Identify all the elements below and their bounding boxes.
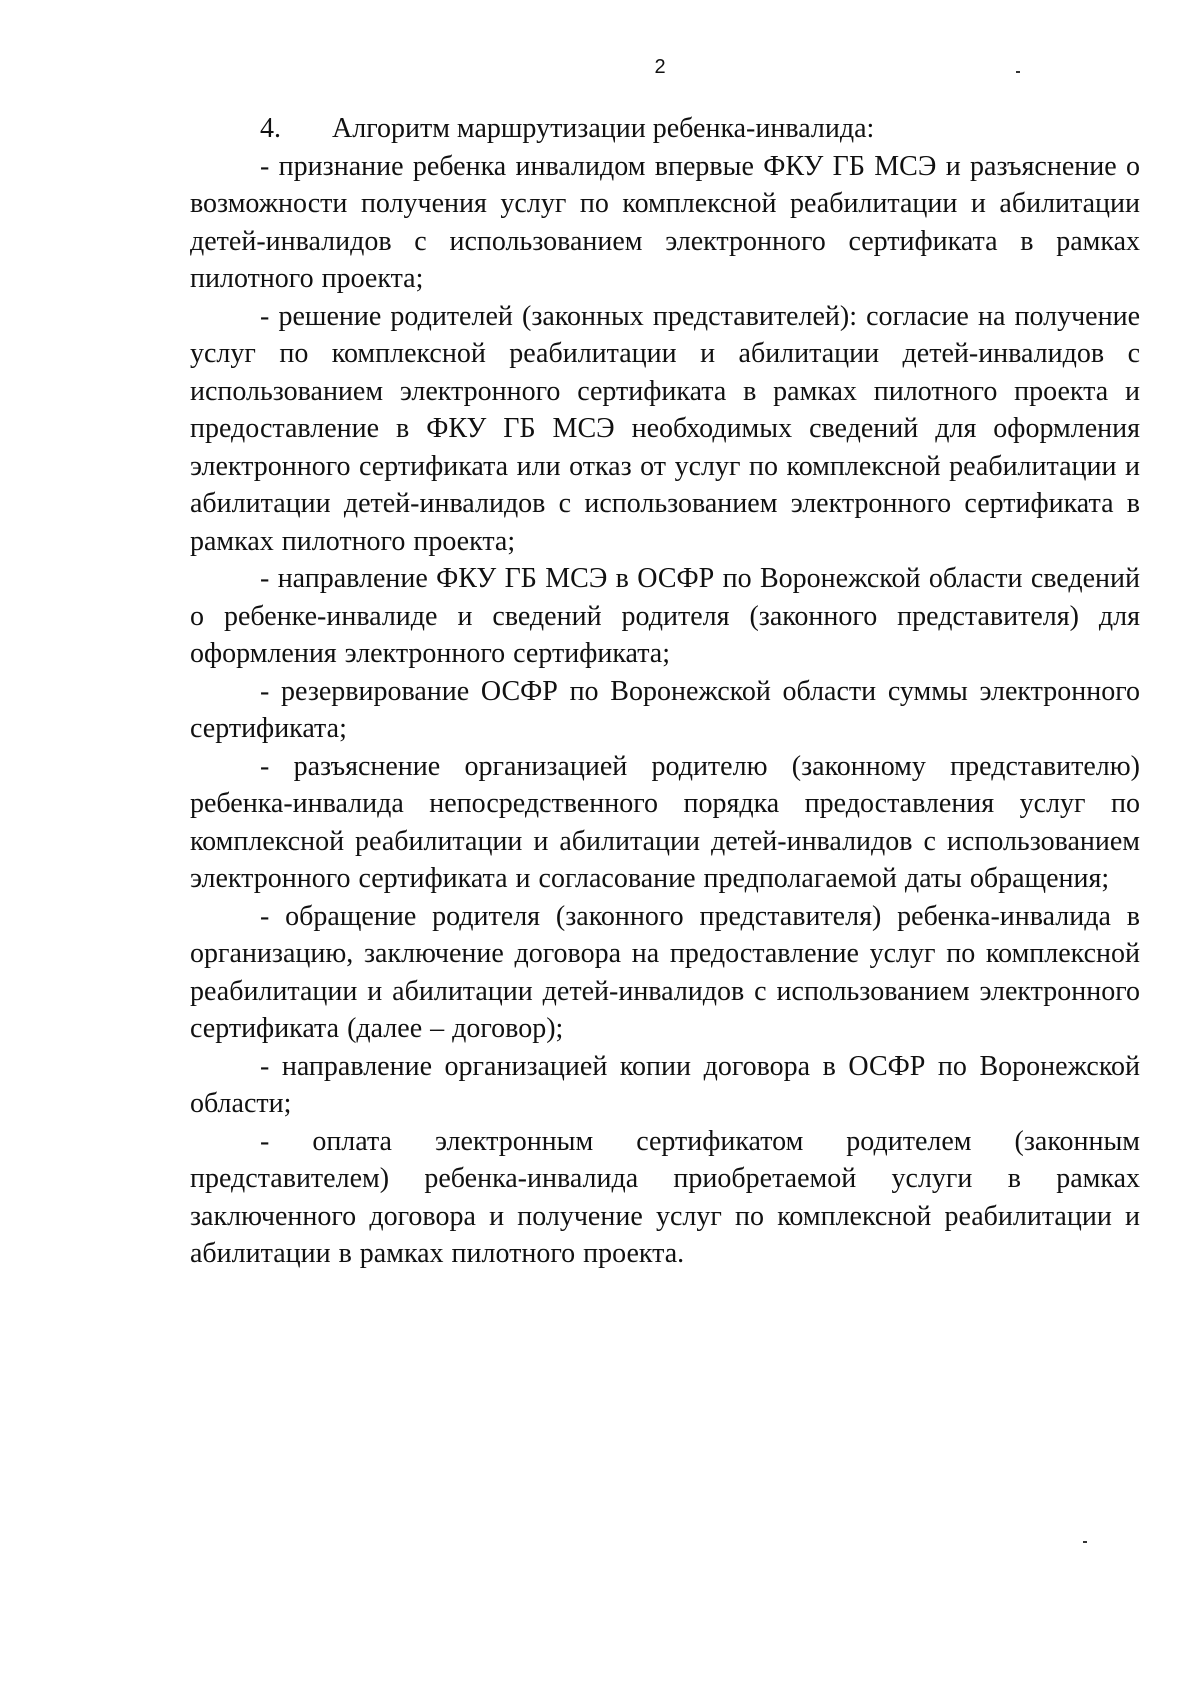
page-number: 2 [654, 56, 666, 78]
list-item: - решение родителей (законных представителей): согласие на получение услуг по комплексной реабилитации и абилитации детей-инвалидов с использованием электронного сертификата в рамках пилотного проекта и предоставление в ФКУ ГБ МСЭ необходимых сведений для оформления электронного сертификата или отказ от услуг по комплексной реабилитации и абилитации детей-инвалидов с использованием электронного сертификата в рамках пилотного проекта; [190, 300, 1140, 557]
document-body [190, 110, 1140, 1273]
list-item: - направление организацией копии договора в ОСФР по Воронежской области; [190, 1050, 1140, 1119]
list-item: - оплата электронным сертификатом родителем (законным представителем) ребенка-инвалида приобретаемой услуги в рамках заключенного договора и получение услуг по комплексной реабилитации и абилитации в рамках пилотного проекта. [190, 1125, 1140, 1269]
list-item: - признание ребенка инвалидом впервые ФКУ ГБ МСЭ и разъяснение о возможности получения услуг по комплексной реабилитации и абилитации детей-инвалидов с использованием электронного сертификата в рамках пилотного проекта; [190, 150, 1140, 294]
section-number: 4. [260, 113, 281, 144]
scan-speck [1016, 71, 1020, 73]
section-heading [190, 110, 1140, 148]
scan-speck [1083, 1541, 1087, 1543]
section-title: Алгоритм маршрутизации ребенка-инвалида: [332, 113, 875, 144]
list-item: - разъяснение организацией родителю (законному представителю) ребенка-инвалида непосредственного порядка предоставления услуг по комплексной реабилитации и абилитации детей-инвалидов с использованием электронного сертификата и согласование предполагаемой даты обращения; [190, 750, 1140, 894]
list-item: - обращение родителя (законного представителя) ребенка-инвалида в организацию, заключение договора на предоставление услуг по комплексной реабилитации и абилитации детей-инвалидов с использованием электронного сертификата (далее – договор); [190, 900, 1140, 1044]
list-item: - направление ФКУ ГБ МСЭ в ОСФР по Воронежской области сведений о ребенке-инвалиде и сведений родителя (законного представителя) для оформления электронного сертификата; [190, 563, 1140, 669]
list-item: - резервирование ОСФР по Воронежской области суммы электронного сертификата; [190, 675, 1140, 744]
